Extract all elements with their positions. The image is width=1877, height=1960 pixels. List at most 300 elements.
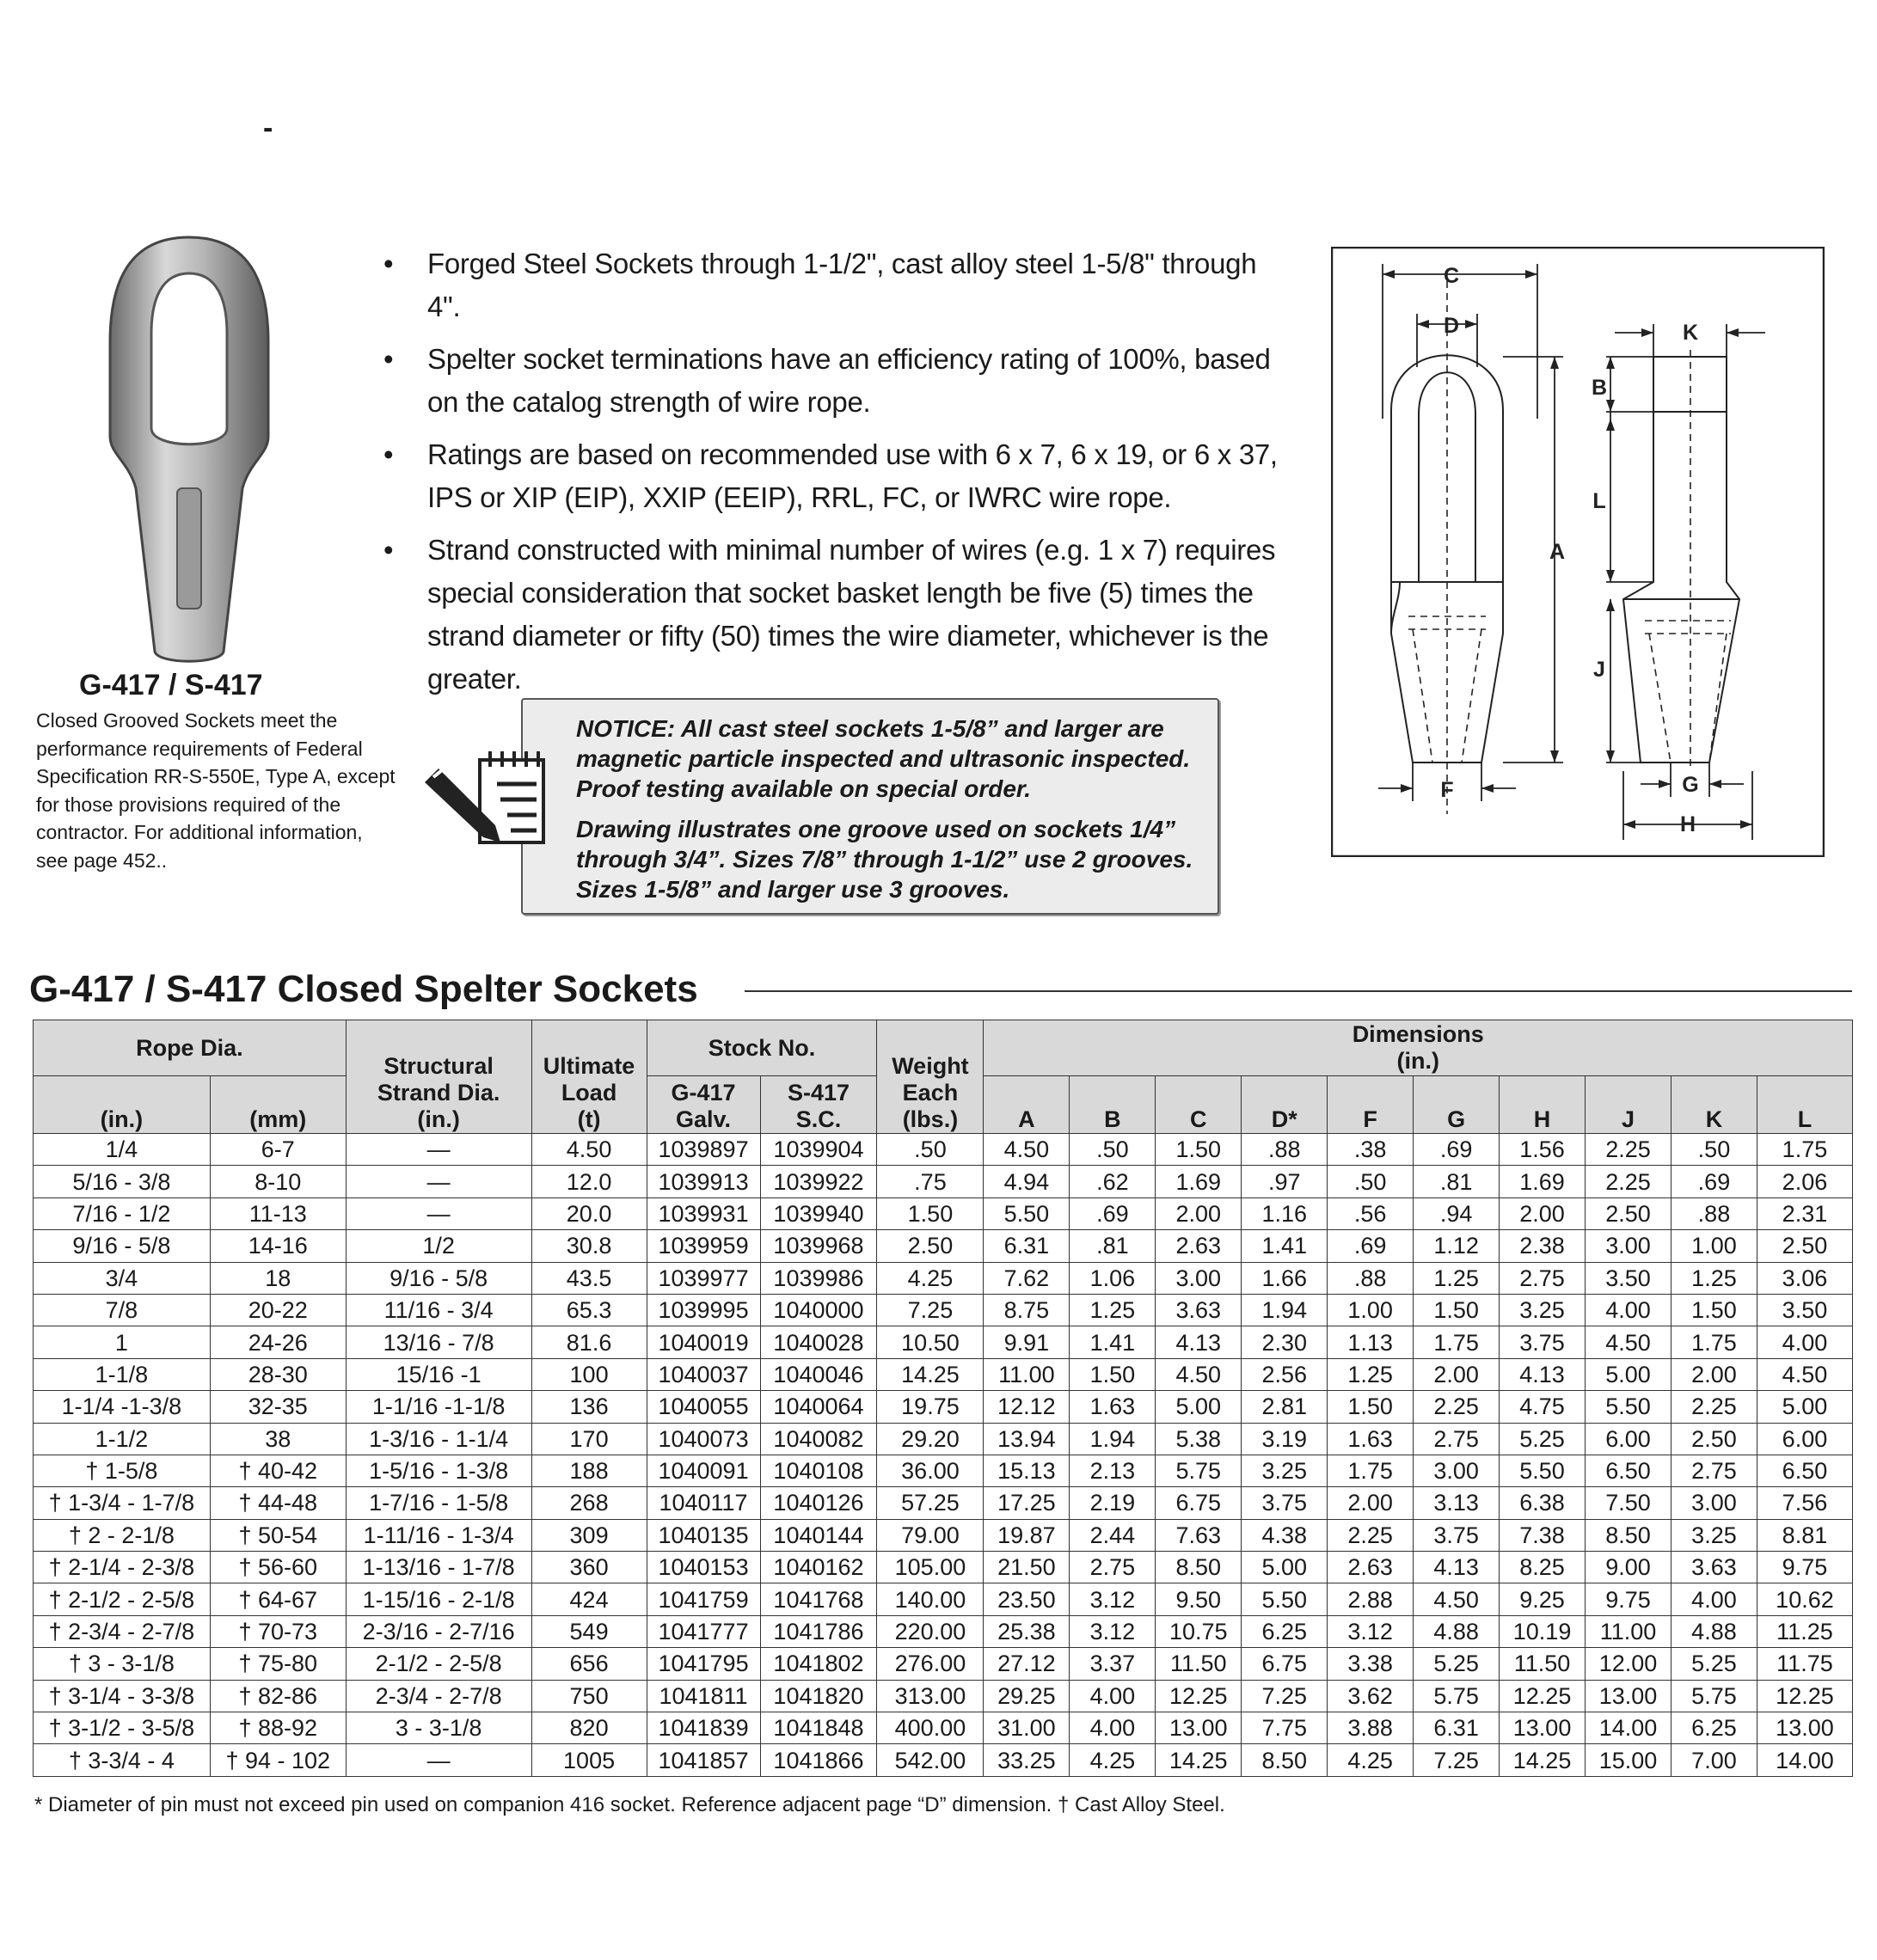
table-cell: .88 xyxy=(1242,1134,1328,1166)
table-cell: — xyxy=(346,1197,531,1229)
table-cell: 7.75 xyxy=(1242,1712,1328,1744)
table-cell: 3.63 xyxy=(1156,1294,1242,1326)
table-cell: 29.20 xyxy=(877,1423,984,1455)
table-cell: 13.00 xyxy=(1156,1712,1242,1744)
table-cell: 1.25 xyxy=(1328,1358,1414,1390)
table-cell: 11.00 xyxy=(984,1358,1070,1390)
table-cell: † 2-3/4 - 2-7/8 xyxy=(34,1615,211,1647)
table-cell: 1039940 xyxy=(760,1197,877,1229)
diagram-label: F xyxy=(1440,778,1454,802)
table-row xyxy=(34,1680,1853,1712)
table-row xyxy=(34,1294,1853,1326)
table-cell: 4.00 xyxy=(1586,1294,1672,1326)
table-cell: 1 xyxy=(34,1326,211,1358)
table-cell: 17.25 xyxy=(984,1487,1070,1519)
header-dim-a: A xyxy=(984,1076,1070,1134)
table-cell: 13.00 xyxy=(1757,1712,1852,1744)
table-cell: 1040000 xyxy=(760,1294,877,1326)
table-title: G-417 / S-417 Closed Spelter Sockets xyxy=(29,968,698,1010)
table-cell: 3.25 xyxy=(1671,1519,1757,1551)
table-cell: 11.50 xyxy=(1500,1648,1586,1680)
table-cell: 1041777 xyxy=(647,1615,760,1647)
table-cell: † 94 - 102 xyxy=(210,1744,346,1776)
table-cell: 21.50 xyxy=(984,1552,1070,1583)
table-cell: 1.94 xyxy=(1070,1423,1156,1455)
table-cell: 18 xyxy=(210,1262,346,1294)
table-cell: 15.13 xyxy=(984,1455,1070,1486)
header-g417-galv xyxy=(647,1076,760,1134)
table-cell: 11.75 xyxy=(1757,1648,1852,1680)
table-cell: 2-1/2 - 2-5/8 xyxy=(346,1648,531,1680)
table-cell: 7.25 xyxy=(1414,1744,1500,1776)
table-cell: 7.50 xyxy=(1586,1487,1672,1519)
table-cell: 3.13 xyxy=(1414,1487,1500,1519)
feature-bullets xyxy=(378,242,1290,710)
header-dim-d: D* xyxy=(1242,1076,1328,1134)
table-cell: 2.00 xyxy=(1414,1358,1500,1390)
table-row xyxy=(34,1423,1853,1455)
table-cell: 2.25 xyxy=(1414,1391,1500,1423)
header-s417-sc xyxy=(760,1076,877,1134)
table-cell: 1040117 xyxy=(647,1487,760,1519)
table-cell: .88 xyxy=(1328,1262,1414,1294)
table-cell: 29.25 xyxy=(984,1680,1070,1712)
header-line: Structural xyxy=(383,1053,494,1079)
table-cell: 105.00 xyxy=(877,1552,984,1583)
table-cell: 4.50 xyxy=(1414,1583,1500,1615)
header-line: (in.) xyxy=(1396,1048,1439,1074)
title-rule xyxy=(745,990,1852,992)
table-row xyxy=(34,1262,1853,1294)
header-weight xyxy=(877,1020,984,1134)
table-cell: 25.38 xyxy=(984,1615,1070,1647)
table-cell: † 88-92 xyxy=(210,1712,346,1744)
table-cell: 1-1/2 xyxy=(34,1423,211,1455)
table-cell: 79.00 xyxy=(877,1519,984,1551)
table-cell: .81 xyxy=(1070,1230,1156,1262)
header-line: Ultimate xyxy=(543,1053,635,1079)
table-cell: 1040046 xyxy=(760,1358,877,1390)
header-line: Strand Dia. xyxy=(377,1080,500,1106)
bullet-item: • Spelter socket terminations have an efficiency rating of 100%, based on the catalog strength of wire rope. xyxy=(378,338,1290,424)
table-cell: 3.62 xyxy=(1328,1680,1414,1712)
table-cell: 5.50 xyxy=(1586,1391,1672,1423)
table-cell: 1041795 xyxy=(647,1648,760,1680)
table-cell: † 1-3/4 - 1-7/8 xyxy=(34,1487,211,1519)
table-cell: 4.13 xyxy=(1156,1326,1242,1358)
table-cell: 33.25 xyxy=(984,1744,1070,1776)
table-cell: 36.00 xyxy=(877,1455,984,1486)
table-cell: 1.00 xyxy=(1671,1230,1757,1262)
table-cell: 23.50 xyxy=(984,1583,1070,1615)
table-cell: 170 xyxy=(531,1423,647,1455)
table-cell: 2.06 xyxy=(1757,1166,1852,1197)
table-cell: 2.25 xyxy=(1586,1166,1672,1197)
table-cell: 11/16 - 3/4 xyxy=(346,1294,531,1326)
table-cell: 1040064 xyxy=(760,1391,877,1423)
notice-box xyxy=(521,698,1219,915)
table-cell: 57.25 xyxy=(877,1487,984,1519)
diagram-label: G xyxy=(1682,773,1699,797)
table-cell: 4.13 xyxy=(1500,1358,1586,1390)
table-cell: .56 xyxy=(1328,1197,1414,1229)
table-cell: 220.00 xyxy=(877,1615,984,1647)
table-cell: 1039968 xyxy=(760,1230,877,1262)
table-cell: 15/16 -1 xyxy=(346,1358,531,1390)
table-cell: .88 xyxy=(1671,1197,1757,1229)
table-cell: 140.00 xyxy=(877,1583,984,1615)
table-cell: 1.75 xyxy=(1414,1326,1500,1358)
table-cell: 4.13 xyxy=(1414,1552,1500,1583)
table-cell: 1-3/16 - 1-1/4 xyxy=(346,1423,531,1455)
table-cell: 7.56 xyxy=(1757,1487,1852,1519)
table-cell: 3.25 xyxy=(1242,1455,1328,1486)
table-cell: 3.37 xyxy=(1070,1648,1156,1680)
table-row xyxy=(34,1326,1853,1358)
table-cell: 1041820 xyxy=(760,1680,877,1712)
table-cell: † 3-3/4 - 4 xyxy=(34,1744,211,1776)
table-cell: 10.62 xyxy=(1757,1583,1852,1615)
footnote: * Diameter of pin must not exceed pin used on companion 416 socket. Reference adjacent page “D” dimension. † Cast Alloy Steel. xyxy=(34,1793,1225,1816)
table-cell: 1041848 xyxy=(760,1712,877,1744)
table-cell: 3.00 xyxy=(1586,1230,1672,1262)
table-cell: 6.00 xyxy=(1757,1423,1852,1455)
table-cell: 1.75 xyxy=(1671,1326,1757,1358)
table-cell: 8.50 xyxy=(1156,1552,1242,1583)
table-cell: 4.25 xyxy=(1328,1744,1414,1776)
table-cell: 11.25 xyxy=(1757,1615,1852,1647)
table-cell: 9/16 - 5/8 xyxy=(346,1262,531,1294)
table-cell: 3.12 xyxy=(1070,1615,1156,1647)
table-cell: 1.16 xyxy=(1242,1197,1328,1229)
table-cell: 8.25 xyxy=(1500,1552,1586,1583)
table-cell: 4.88 xyxy=(1671,1615,1757,1647)
bullet-item: • Strand constructed with minimal number of wires (e.g. 1 x 7) requires special consideration that socket basket length be five (5) times the strand diameter or fifty (50) times the wire diameter, whichever is the greater. xyxy=(378,529,1290,701)
table-cell: 3.38 xyxy=(1328,1648,1414,1680)
table-cell: 3/4 xyxy=(34,1262,211,1294)
table-cell: 400.00 xyxy=(877,1712,984,1744)
table-cell: 542.00 xyxy=(877,1744,984,1776)
diagram-label: J xyxy=(1593,658,1605,682)
table-cell: 3.75 xyxy=(1500,1326,1586,1358)
table-cell: 3.25 xyxy=(1500,1294,1586,1326)
header-dim-g: G xyxy=(1414,1076,1500,1134)
header-strand-dia xyxy=(346,1020,531,1134)
table-cell: 1040028 xyxy=(760,1326,877,1358)
table-cell: † 64-67 xyxy=(210,1583,346,1615)
table-cell: 1-1/4 -1-3/8 xyxy=(34,1391,211,1423)
table-cell: 1.69 xyxy=(1500,1166,1586,1197)
table-cell: 5.00 xyxy=(1156,1391,1242,1423)
table-cell: 5.25 xyxy=(1500,1423,1586,1455)
table-cell: 100 xyxy=(531,1358,647,1390)
table-row xyxy=(34,1712,1853,1744)
table-cell: 6-7 xyxy=(210,1134,346,1166)
table-cell: 1040073 xyxy=(647,1423,760,1455)
table-cell: 136 xyxy=(531,1391,647,1423)
table-cell: 820 xyxy=(531,1712,647,1744)
table-cell: 656 xyxy=(531,1648,647,1680)
table-cell: 2-3/16 - 2-7/16 xyxy=(346,1615,531,1647)
table-cell: .50 xyxy=(1070,1134,1156,1166)
table-cell: 1041768 xyxy=(760,1583,877,1615)
table-cell: .97 xyxy=(1242,1166,1328,1197)
table-cell: 6.25 xyxy=(1242,1615,1328,1647)
table-cell: 1039995 xyxy=(647,1294,760,1326)
header-line: S.C. xyxy=(795,1106,842,1132)
table-cell: 3 - 3-1/8 xyxy=(346,1712,531,1744)
table-cell: 1.13 xyxy=(1328,1326,1414,1358)
table-cell: 7.38 xyxy=(1500,1519,1586,1551)
table-cell: 1041786 xyxy=(760,1615,877,1647)
table-row xyxy=(34,1455,1853,1486)
table-cell: 2.13 xyxy=(1070,1455,1156,1486)
dimension-diagram xyxy=(1331,247,1825,857)
table-cell: 1/4 xyxy=(34,1134,211,1166)
table-cell: 1040126 xyxy=(760,1487,877,1519)
table-cell: 7.25 xyxy=(877,1294,984,1326)
table-cell: 1039959 xyxy=(647,1230,760,1262)
table-cell: 1040091 xyxy=(647,1455,760,1486)
table-cell: † 3 - 3-1/8 xyxy=(34,1648,211,1680)
table-cell: 1.41 xyxy=(1242,1230,1328,1262)
table-cell: † 3-1/2 - 3-5/8 xyxy=(34,1712,211,1744)
table-cell: 1.63 xyxy=(1070,1391,1156,1423)
table-cell: .69 xyxy=(1070,1197,1156,1229)
table-cell: 8.50 xyxy=(1242,1744,1328,1776)
header-line: Weight xyxy=(892,1053,969,1079)
table-cell: 750 xyxy=(531,1680,647,1712)
table-cell: 2.63 xyxy=(1156,1230,1242,1262)
table-cell: 1040153 xyxy=(647,1552,760,1583)
table-cell: 3.75 xyxy=(1414,1519,1500,1551)
table-cell: 13.00 xyxy=(1500,1712,1586,1744)
table-row xyxy=(34,1519,1853,1551)
table-cell: 43.5 xyxy=(531,1262,647,1294)
table-cell: 3.00 xyxy=(1671,1487,1757,1519)
table-cell: 2.00 xyxy=(1328,1487,1414,1519)
table-cell: 14.25 xyxy=(1500,1744,1586,1776)
header-ultimate-load xyxy=(531,1020,647,1134)
table-cell: 2.75 xyxy=(1671,1455,1757,1486)
table-cell: 1039897 xyxy=(647,1134,760,1166)
table-cell: 3.50 xyxy=(1757,1294,1852,1326)
table-cell: 1039931 xyxy=(647,1197,760,1229)
table-cell: .81 xyxy=(1414,1166,1500,1197)
table-cell: 1-1/8 xyxy=(34,1358,211,1390)
table-cell: 3.19 xyxy=(1242,1423,1328,1455)
table-body xyxy=(34,1134,1853,1777)
header-line: Each xyxy=(902,1080,959,1106)
table-cell: 2.56 xyxy=(1242,1358,1328,1390)
table-cell: 5.75 xyxy=(1671,1680,1757,1712)
table-cell: 4.25 xyxy=(1070,1744,1156,1776)
diagram-label: L xyxy=(1592,489,1606,513)
table-cell: 1/2 xyxy=(346,1230,531,1262)
table-cell: 9.00 xyxy=(1586,1552,1672,1583)
table-cell: .69 xyxy=(1414,1134,1500,1166)
table-cell: 1005 xyxy=(531,1744,647,1776)
table-cell: 14.25 xyxy=(1156,1744,1242,1776)
table-cell: 19.87 xyxy=(984,1519,1070,1551)
header-dim-b: B xyxy=(1070,1076,1156,1134)
diagram-label: B xyxy=(1591,376,1608,400)
table-cell: 2.38 xyxy=(1500,1230,1586,1262)
table-row xyxy=(34,1487,1853,1519)
table-cell: † 40-42 xyxy=(210,1455,346,1486)
table-cell: 12.00 xyxy=(1586,1648,1672,1680)
table-row xyxy=(34,1391,1853,1423)
header-dim-f: F xyxy=(1328,1076,1414,1134)
header-line: S-417 xyxy=(787,1080,850,1106)
table-cell: 2.00 xyxy=(1671,1358,1757,1390)
table-cell: 7.00 xyxy=(1671,1744,1757,1776)
table-cell: 5.75 xyxy=(1156,1455,1242,1486)
table-cell: 6.31 xyxy=(1414,1712,1500,1744)
table-cell: 3.12 xyxy=(1328,1615,1414,1647)
table-cell: 1039922 xyxy=(760,1166,877,1197)
table-cell: 1039913 xyxy=(647,1166,760,1197)
table-cell: 2.19 xyxy=(1070,1487,1156,1519)
table-cell: 1040019 xyxy=(647,1326,760,1358)
table-cell: 4.94 xyxy=(984,1166,1070,1197)
table-cell: 13/16 - 7/8 xyxy=(346,1326,531,1358)
table-cell: 1039904 xyxy=(760,1134,877,1166)
header-rope-mm: (mm) xyxy=(210,1076,346,1134)
table-cell: 6.75 xyxy=(1156,1487,1242,1519)
table-cell: 15.00 xyxy=(1586,1744,1672,1776)
table-row xyxy=(34,1166,1853,1197)
table-cell: 1041857 xyxy=(647,1744,760,1776)
table-cell: 1.41 xyxy=(1070,1326,1156,1358)
diagram-label: C xyxy=(1443,264,1460,288)
table-cell: 1-7/16 - 1-5/8 xyxy=(346,1487,531,1519)
closed-socket-photo xyxy=(95,230,284,677)
table-cell: 4.75 xyxy=(1500,1391,1586,1423)
top-mark: - xyxy=(263,112,273,144)
table-cell: 4.25 xyxy=(877,1262,984,1294)
table-cell: 5.50 xyxy=(1242,1583,1328,1615)
table-cell: 2.81 xyxy=(1242,1391,1328,1423)
table-cell: 14.25 xyxy=(877,1358,984,1390)
table-cell: 3.88 xyxy=(1328,1712,1414,1744)
table-cell: 5.75 xyxy=(1414,1680,1500,1712)
table-row xyxy=(34,1358,1853,1390)
table-cell: 2.50 xyxy=(1671,1423,1757,1455)
table-cell: 1.25 xyxy=(1070,1294,1156,1326)
table-cell: 6.00 xyxy=(1586,1423,1672,1455)
table-cell: 9.25 xyxy=(1500,1583,1586,1615)
diagram-label: D xyxy=(1443,314,1460,338)
table-cell: 549 xyxy=(531,1615,647,1647)
table-cell: 3.00 xyxy=(1156,1262,1242,1294)
table-cell: † 2 - 2-1/8 xyxy=(34,1519,211,1551)
table-cell: 1040082 xyxy=(760,1423,877,1455)
table-cell: 1.50 xyxy=(1070,1358,1156,1390)
table-cell: 4.50 xyxy=(1586,1326,1672,1358)
table-cell: 6.75 xyxy=(1242,1648,1328,1680)
table-cell: 14.00 xyxy=(1757,1744,1852,1776)
table-cell: 12.25 xyxy=(1500,1680,1586,1712)
table-cell: 4.00 xyxy=(1070,1680,1156,1712)
table-cell: 1.12 xyxy=(1414,1230,1500,1262)
table-cell: 2.25 xyxy=(1586,1134,1672,1166)
notice-paragraph: Drawing illustrates one groove used on sockets 1/4” through 3/4”. Sizes 7/8” through 1-1/2” use 2 grooves. Sizes 1-5/8” and larger use 3 grooves. xyxy=(576,816,1193,903)
table-cell: .50 xyxy=(1328,1166,1414,1197)
table-cell: 1.50 xyxy=(1414,1294,1500,1326)
table-cell: 9/16 - 5/8 xyxy=(34,1230,211,1262)
table-cell: 4.50 xyxy=(984,1134,1070,1166)
table-cell: .38 xyxy=(1328,1134,1414,1166)
table-cell: 2.75 xyxy=(1500,1262,1586,1294)
table-cell: 5.38 xyxy=(1156,1423,1242,1455)
table-row xyxy=(34,1552,1853,1583)
table-cell: 31.00 xyxy=(984,1712,1070,1744)
table-cell: 1040135 xyxy=(647,1519,760,1551)
table-cell: 1041866 xyxy=(760,1744,877,1776)
table-cell: 12.12 xyxy=(984,1391,1070,1423)
table-cell: 4.88 xyxy=(1414,1615,1500,1647)
table-cell: 5.25 xyxy=(1671,1648,1757,1680)
table-cell: 4.50 xyxy=(531,1134,647,1166)
table-cell: 2.30 xyxy=(1242,1326,1328,1358)
table-cell: 5.00 xyxy=(1757,1391,1852,1423)
table-cell: — xyxy=(346,1166,531,1197)
table-cell: 11.50 xyxy=(1156,1648,1242,1680)
table-cell: 1.06 xyxy=(1070,1262,1156,1294)
table-cell: 5/16 - 3/8 xyxy=(34,1166,211,1197)
table-cell: 1039977 xyxy=(647,1262,760,1294)
table-cell: 2.50 xyxy=(1757,1230,1852,1262)
table-cell: 1.25 xyxy=(1671,1262,1757,1294)
table-cell: 10.50 xyxy=(877,1326,984,1358)
header-rope-in: (in.) xyxy=(34,1076,211,1134)
table-cell: 1.94 xyxy=(1242,1294,1328,1326)
table-cell: 2.31 xyxy=(1757,1197,1852,1229)
table-cell: 1041802 xyxy=(760,1648,877,1680)
table-cell: 1.63 xyxy=(1328,1423,1414,1455)
table-cell: 1.00 xyxy=(1328,1294,1414,1326)
table-cell: 14-16 xyxy=(210,1230,346,1262)
header-dim-k: K xyxy=(1671,1076,1757,1134)
table-cell: 81.6 xyxy=(531,1326,647,1358)
table-cell: .69 xyxy=(1671,1166,1757,1197)
table-cell: 1040144 xyxy=(760,1519,877,1551)
table-cell: 1.50 xyxy=(877,1197,984,1229)
table-cell: 3.75 xyxy=(1242,1487,1328,1519)
table-cell: 3.50 xyxy=(1586,1262,1672,1294)
table-cell: 8.75 xyxy=(984,1294,1070,1326)
table-cell: .62 xyxy=(1070,1166,1156,1197)
table-cell: 2.50 xyxy=(877,1230,984,1262)
table-cell: 1.56 xyxy=(1500,1134,1586,1166)
table-cell: 1.75 xyxy=(1757,1134,1852,1166)
table-cell: 1041759 xyxy=(647,1583,760,1615)
table-row xyxy=(34,1744,1853,1776)
table-cell: 1040108 xyxy=(760,1455,877,1486)
table-cell: 8.81 xyxy=(1757,1519,1852,1551)
header-line: (lbs.) xyxy=(902,1106,959,1132)
table-cell: 2.50 xyxy=(1586,1197,1672,1229)
table-cell: † 2-1/4 - 2-3/8 xyxy=(34,1552,211,1583)
table-cell: 9.91 xyxy=(984,1326,1070,1358)
table-cell: 3.63 xyxy=(1671,1552,1757,1583)
table-row xyxy=(34,1615,1853,1647)
table-cell: 7/8 xyxy=(34,1294,211,1326)
table-cell: 6.31 xyxy=(984,1230,1070,1262)
diagram-label: K xyxy=(1682,321,1699,345)
table-cell: 1040162 xyxy=(760,1552,877,1583)
